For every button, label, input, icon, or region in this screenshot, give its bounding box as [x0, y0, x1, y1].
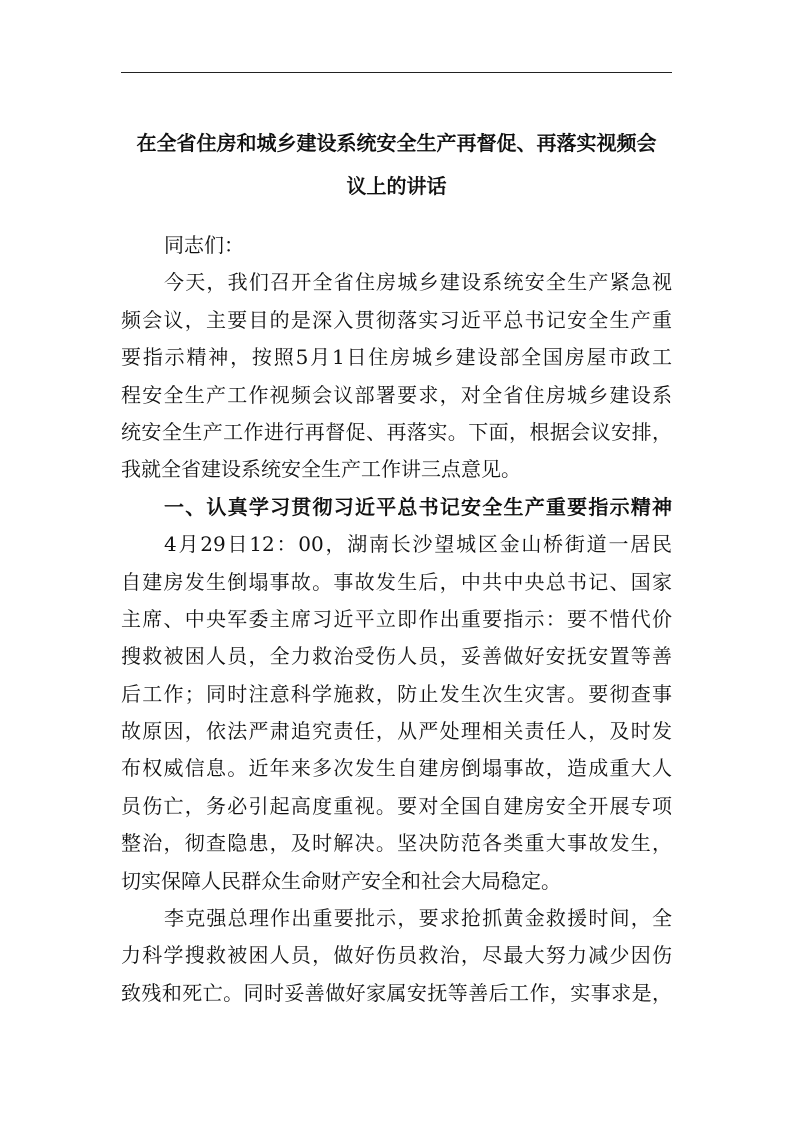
text-line: 频会议，主要目的是深入贯彻落实习近平总书记安全生产重	[121, 307, 672, 332]
text-line: 员伤亡，务必引起高度重视。要对全国自建房安全开展专项	[121, 793, 672, 818]
document-body	[121, 227, 672, 1012]
paragraph	[121, 227, 672, 264]
text-line: 程安全生产工作视频会议部署要求，对全省住房城乡建设系	[121, 382, 672, 407]
text-line: 致残和死亡。同时妥善做好家属安抚等善后工作，实事求是，	[121, 980, 672, 1005]
header-rule	[121, 72, 672, 73]
text-line: 同志们：	[164, 233, 244, 257]
title-line-2: 议上的讲话	[346, 174, 447, 198]
text-line: 统安全生产工作进行再督促、再落实。下面，根据会议安排，	[121, 419, 672, 444]
text-line: 一、认真学习贯彻习近平总书记安全生产重要指示精神	[164, 494, 672, 519]
paragraph	[121, 900, 672, 1012]
text-line: 切实保障人民群众生命财产安全和社会大局稳定。	[121, 868, 561, 893]
paragraph	[121, 264, 672, 488]
section-heading	[121, 489, 672, 526]
paragraph	[121, 526, 672, 900]
title-line-1: 在全省住房和城乡建设系统安全生产再督促、再落实视频会	[136, 131, 657, 155]
text-line: 布权威信息。近年来多次发生自建房倒塌事故，造成重大人	[121, 756, 672, 781]
text-line: 今天，我们召开全省住房城乡建设系统安全生产紧急视	[164, 270, 672, 295]
text-line: 力科学搜救被困人员，做好伤员救治，尽最大努力减少因伤	[121, 943, 672, 968]
text-line: 故原因，依法严肃追究责任，从严处理相关责任人，及时发	[121, 719, 672, 744]
text-line: 李克强总理作出重要批示，要求抢抓黄金救援时间，全	[164, 906, 672, 931]
text-line: 自建房发生倒塌事故。事故发生后，中共中央总书记、国家	[121, 569, 672, 594]
text-line: 我就全省建设系统安全生产工作讲三点意见。	[121, 457, 521, 482]
text-line: 要指示精神，按照5月1日住房城乡建设部全国房屋市政工	[121, 345, 672, 370]
text-line: 搜救被困人员，全力救治受伤人员，妥善做好安抚安置等善	[121, 644, 672, 669]
text-line: 后工作；同时注意科学施救，防止发生次生灾害。要彻查事	[121, 681, 672, 706]
text-line: 4月29日12：00，湖南长沙望城区金山桥街道一居民	[164, 532, 672, 557]
text-line: 主席、中央军委主席习近平立即作出重要指示：要不惜代价	[121, 606, 672, 631]
document-title	[121, 122, 672, 208]
text-line: 整治，彻查隐患，及时解决。坚决防范各类重大事故发生，	[121, 831, 672, 856]
